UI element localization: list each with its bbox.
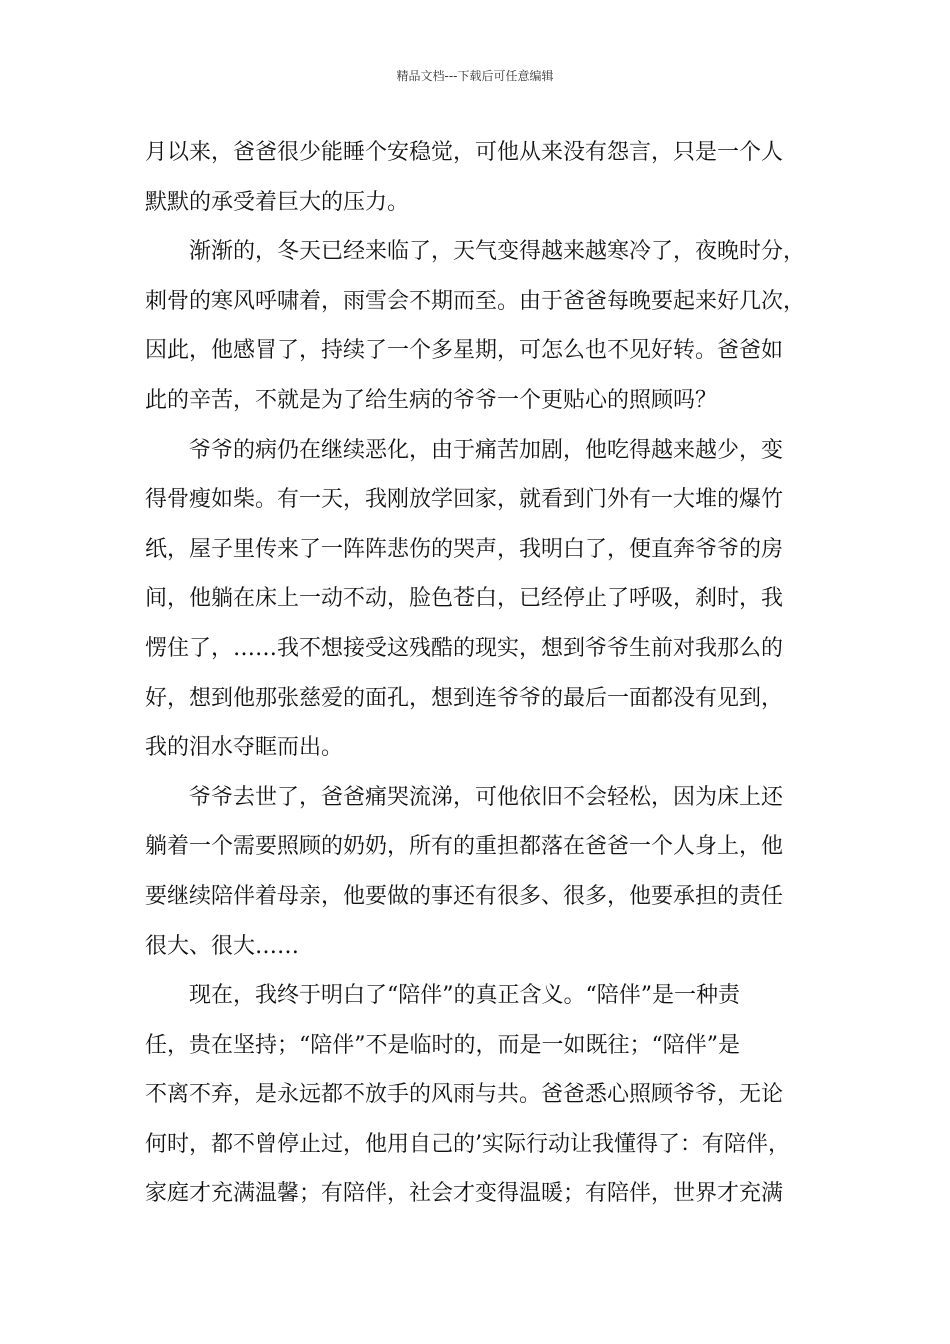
body-text (145, 128, 817, 1219)
text-line: 默默的承受着巨大的压力。 (145, 189, 410, 215)
page-header: 精品文档---下载后可任意编辑 (396, 69, 554, 83)
paragraph-first-line: 现在，我终于明白了“陪伴”的真正含义。“陪伴”是一种责 (189, 983, 740, 1009)
text-line: 月以来，爸爸很少能睡个安稳觉，可他从来没有怨言，只是一个人 (145, 140, 784, 165)
text-line: 因此，他感冒了，持续了一个多星期，可怎么也不见好转。爸爸如 (145, 338, 784, 364)
text-line: 纸，屋子里传来了一阵阵悲伤的哭声，我明白了，便直奔爷爷的房 (145, 536, 784, 562)
paragraph-first-line: 爷爷去世了，爸爸痛哭流涕，可他依旧不会轻松，因为床上还 (189, 784, 784, 810)
text-line: 此的辛苦，不就是为了给生病的爷爷一个更贴心的照顾吗？ (145, 387, 718, 413)
paragraph-first-line: 爷爷的病仍在继续恶化，由于痛苦加剧，他吃得越来越少，变 (189, 437, 784, 463)
text-line: 很大、很大…… (145, 933, 300, 959)
text-line: 间，他躺在床上一动不动，脸色苍白，已经停止了呼吸，刹时，我 (145, 586, 784, 612)
text-line: 何时，都不曾停止过，他用自己的’实际行动让我懂得了：有陪伴， (145, 1131, 790, 1157)
text-line: 好，想到他那张慈爱的面孔，想到连爷爷的最后一面都没有见到， (145, 685, 784, 711)
text-line: 家庭才充满温馨；有陪伴，社会才变得温暖；有陪伴，世界才充满 (145, 1181, 784, 1207)
text-line: 愣住了，……我不想接受这残酷的现实，想到爷爷生前对我那么的 (145, 635, 784, 661)
text-line: 要继续陪伴着母亲，他要做的事还有很多、很多，他要承担的责任 (145, 883, 784, 909)
paragraph-first-line: 渐渐的，冬天已经来临了，天气变得越来越寒冷了，夜晚时分， (189, 239, 806, 265)
text-line: 躺着一个需要照顾的奶奶，所有的重担都落在爸爸一个人身上，他 (145, 834, 784, 860)
text-line: 得骨瘦如柴。有一天，我刚放学回家，就看到门外有一大堆的爆竹 (145, 487, 784, 513)
text-line: 不离不弃，是永远都不放手的风雨与共。爸爸悉心照顾爷爷，无论 (145, 1082, 784, 1108)
text-line: 刺骨的寒风呼啸着，雨雪会不期而至。由于爸爸每晚要起来好几次， (145, 288, 806, 314)
text-line: 我的泪水夺眶而出。 (145, 735, 344, 761)
text-line: 任，贵在坚持；“陪伴”不是临时的，而是一如既往；“陪伴”是 (145, 1032, 740, 1058)
